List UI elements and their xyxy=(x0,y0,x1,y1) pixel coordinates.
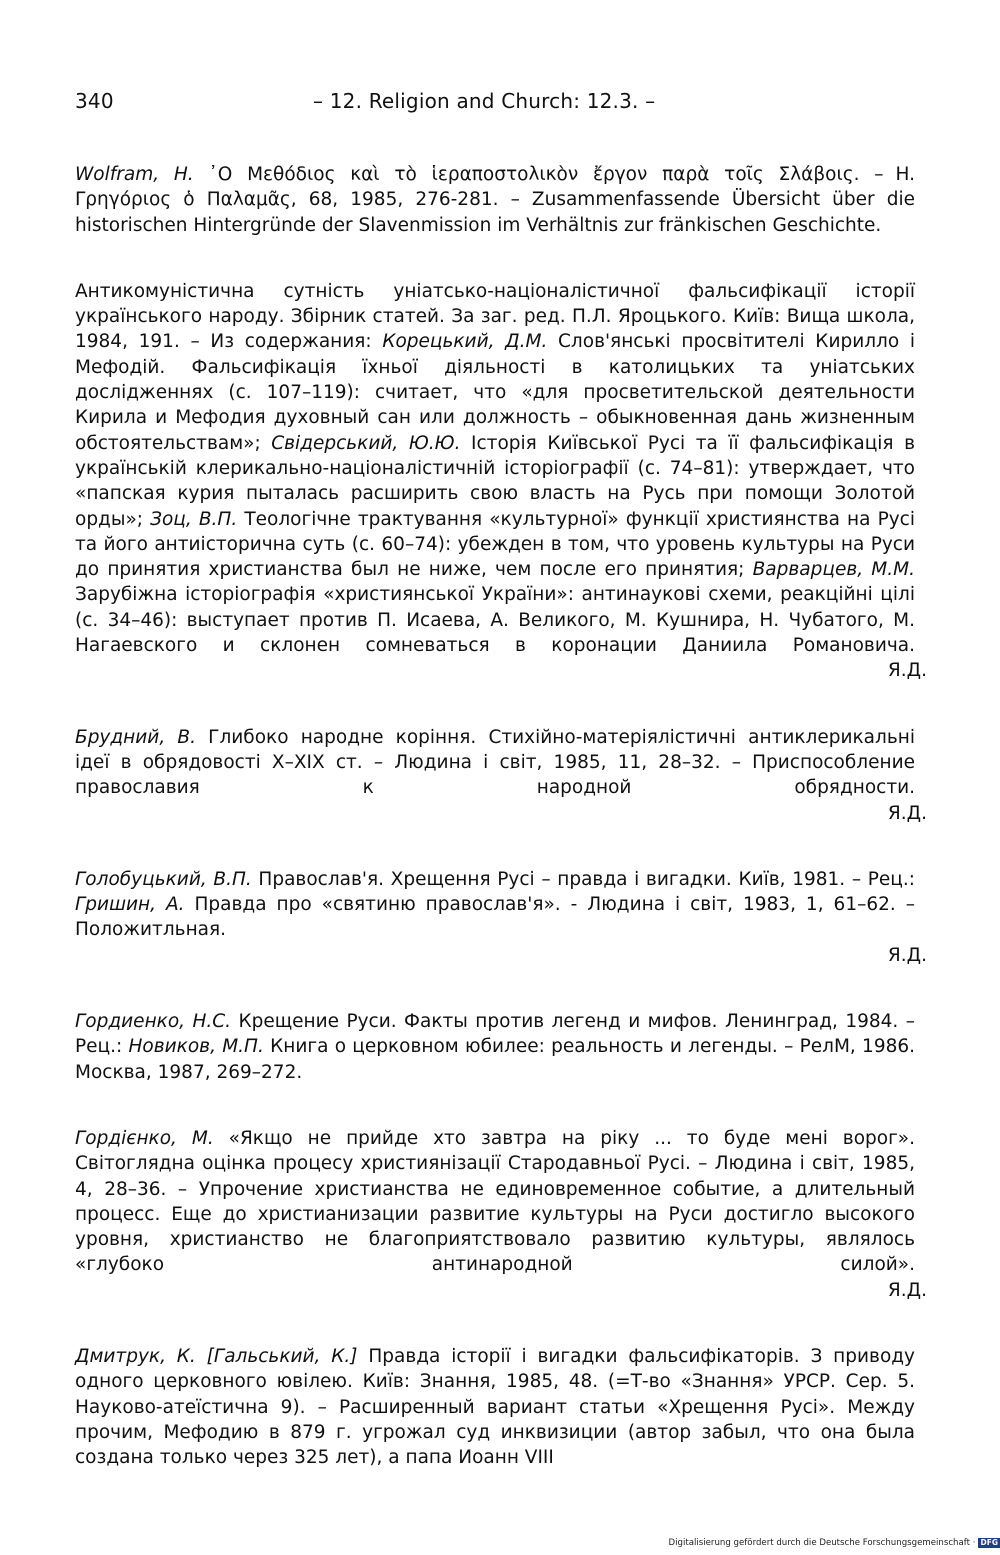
entry-text: Книга о церковном юбилее: реальность и легенды. – РелМ, 1986. Москва, 1987, 269–272. xyxy=(75,1036,916,1083)
credit-text: Digitalisierung gefördert durch die Deutsche Forschungsgemeinschaft · xyxy=(668,1538,976,1548)
reviewer-initials: Я.Д. xyxy=(887,944,927,966)
reviewer-initials: Я.Д. xyxy=(887,1279,927,1301)
contributor-author: Корецький, Д.М. xyxy=(382,331,548,353)
entry-text: Правда історії і вигадки фальсифікаторів. З приводу одного церковного ювілею. Київ: Знання, 1985, 48. (=Т-во «Знання» УРСР. Сер. 5. Науково-атеїстична 9). – Расширенный вариант статьи «Хрещення Русі». Между прочим, Мефодию в 879 г. угрожал суд инквизиции (автор забыл, что она была создана только через 325 лет), а папа Иоанн VIII xyxy=(75,1345,916,1469)
bibliography-entry xyxy=(75,867,927,968)
entry-author: Дмитрук, К. [Гальський, К.] xyxy=(75,1345,358,1367)
bibliography-entry xyxy=(75,162,915,238)
contributor-author: Варварцев, М.М. xyxy=(752,559,915,581)
entry-author: Брудний, В. xyxy=(75,726,196,748)
entry-author: Гордієнко, М. xyxy=(75,1127,214,1149)
entry-text: ᾿Ο Μεθόδιος καὶ τὸ ἱεραποστολικὸν ἔργον παρὰ τοῖς Σλάβοις. – Γρηγόριος ὁ Παλαμᾶς, 68, 1985, 276-281. – Zusammenfassende Übersicht über die historischen Hintergründe der Slavenmission im Verhältnis zur fränkischen Geschichte. xyxy=(75,164,915,236)
running-head: – 12. Religion and Church: 12.3. – xyxy=(313,89,656,113)
entry-author: Гордиенко, Н.С. xyxy=(75,1011,232,1033)
entry-text: Крещение Руси. Факты против легенд и мифов. Ленинград, 1984. – Рец.: xyxy=(75,1011,915,1058)
bibliography-entries xyxy=(75,162,927,1511)
entry-text: Слов'янські просвітителі Кирилло і Мефодій. Фальсифікація їхньої діяльності в католицьких та уніатських дослідженнях (с. 107–119): считает, что «для просветительской деятельности Кирила и Мефодия духовный сан или должность – обыкновенная дань жизненным обстоятельствам»; xyxy=(75,331,916,454)
digitization-credit xyxy=(669,1536,1000,1550)
reviewer-initials: H. xyxy=(895,164,915,185)
entry-text: Антикомуністична сутність уніатсько-націоналістичної фальсифікації історії українського народу. Збірник статей. За заг. ред. П.Л. Яроцького. Київ: Вища школа, 1984, 191. – Из содержания: xyxy=(75,280,915,353)
entry-text: Теологічне трактування «культурної» функції християнства на Русі та його антиісторична суть (с. 60–74): убежден в том, что уровень культуры на Руси до принятия христианства был не ниже, чем после его принятия; xyxy=(75,508,915,581)
dfg-logo: DFG xyxy=(980,1538,998,1547)
entry-text: Зарубіжна історіографія «християнської України»: антинаукові схеми, реакційні цілі (с. 34–46): выступает против П. Исаева, А. Великого, М. Кушнира, Н. Чубатого, М. Нагаевского и склонен сомневаться в коронации Даниила Романовича. xyxy=(75,584,915,657)
bibliography-entry xyxy=(75,1009,915,1085)
contributor-author: Зоц, В.П. xyxy=(150,508,238,530)
entry-text: Правда про «святиню православ'я». - Людина і світ, 1983, 1, 61–62. – Положитльная. xyxy=(75,894,916,941)
entry-author: Wolfram, H. xyxy=(75,164,194,185)
reviewer-initials: Я.Д. xyxy=(887,802,927,824)
contributor-author: Гришин, А. xyxy=(75,894,185,916)
bibliography-entry xyxy=(75,1344,915,1470)
bibliography-entry xyxy=(75,725,927,826)
entry-text: Історія Київської Русі та її фальсифікація в українській клерикально-націоналістичній історіографії (с. 74–81): утверждает, что «папская курия пыталась расширить свою власть на Русь при помощи Золотой орды»; xyxy=(75,432,915,530)
entry-text: Православ'я. Хрещення Русі – правда і вигадки. Київ, 1981. – Рец.: xyxy=(251,868,916,890)
entry-text: «Якщо не прийде хто завтра на ріку ... то буде мені ворог». Світоглядна оцінка процесу християнізації Стародавньої Русі. – Людина і світ, 1985, 4, 28–36. – Упрочение христианства не единовременное событие, а длительный процесс. Еще до христианизации развитие культуры на Руси достигло высокого уровня, христианство не благоприятствовало развитию культуры, являлось «глубоко антинародной силой». xyxy=(75,1127,915,1276)
reviewer-initials: Я.Д. xyxy=(887,660,927,682)
page-number: 340 xyxy=(75,89,114,113)
entry-author: Голобуцький, В.П. xyxy=(75,868,252,890)
bibliography-entry xyxy=(75,279,927,684)
contributor-author: Свідерський, Ю.Ю. xyxy=(271,432,461,454)
entry-text: Глибоко народне коріння. Стихійно-матеріялістичні антиклерикальні ідеї в обрядовості X–XIX ст. – Людина і світ, 1985, 11, 28–32. – Приспособление православия к народной обрядности. xyxy=(75,726,915,799)
page-header xyxy=(75,86,925,116)
contributor-author: Новиков, М.П. xyxy=(128,1036,264,1058)
bibliography-entry xyxy=(75,1126,927,1303)
